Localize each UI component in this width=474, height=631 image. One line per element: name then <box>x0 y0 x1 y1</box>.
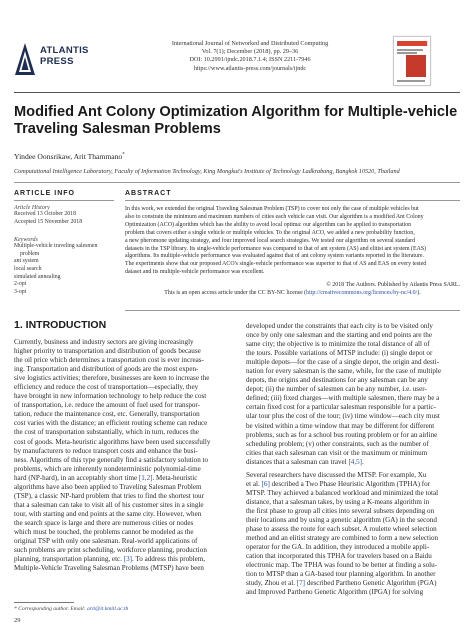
body-line <box>14 392 237 401</box>
body-line <box>246 561 469 570</box>
corresponding-author-marker: * <box>122 152 125 158</box>
body-line <box>246 471 469 480</box>
body-text: tour, with starting and end points at the same city. However, when <box>14 509 202 518</box>
body-line <box>14 419 237 428</box>
body-line <box>246 570 469 579</box>
body-text: original TSP with only one salesman. Real-world applications of <box>14 537 198 546</box>
body-text: which must be touched, the problems cannot be modeled as the <box>14 527 194 536</box>
body-line <box>14 438 237 447</box>
body-text: depot; (ii) the number of salesmen can be any number, i.e. user- <box>246 385 427 394</box>
body-line <box>246 349 469 358</box>
body-line <box>246 579 469 588</box>
body-line <box>14 474 237 483</box>
abstract-line: a new pheromone updating strategy, and four improved local search strategies. We tested our algorithm on several standard <box>125 237 416 244</box>
body-line <box>14 537 237 546</box>
journal-doi[interactable]: DOI: 10.2991/ijndc.2018.7.1.4; ISSN 2211-7946 <box>189 56 311 64</box>
abstract-line: In this work, we extended the original Traveling Salesman Problem (TSP) to cover not only the case of multiple vehicles but <box>125 206 419 212</box>
body-text: such problems are print scheduling, workforce planning, production <box>14 546 207 555</box>
citation-link[interactable]: [1,2] <box>138 473 153 482</box>
body-text: developed under the constraints that each city is to be visited only <box>246 322 433 330</box>
title-line: Modified Ant Colony Optimization Algorithm for Multiple-vehicle <box>14 104 458 120</box>
body-text: cation that incorporated this TPHA for travelers based on a Baidu <box>246 552 432 561</box>
citation-link[interactable]: [6] <box>261 479 270 488</box>
body-line <box>246 498 469 507</box>
body-line <box>14 338 237 347</box>
keyword: Multiple-vehicle traveling salesmen <box>14 243 98 250</box>
body-text: ular tour plus the cost of the tour; (iv) time window—each city must <box>246 412 440 421</box>
author-list <box>14 152 125 161</box>
body-line <box>246 412 469 421</box>
publisher-name-line: PRESS <box>40 56 74 67</box>
body-line <box>14 510 237 519</box>
publisher-name <box>40 45 89 67</box>
body-text: the cost of transportation substantially, which in turn, reduces the <box>14 428 199 437</box>
body-column-right <box>246 322 469 597</box>
abstract-line: datasets in the TSP library. Its single-vehicle performance was compared to that of ant system (AS) and elitist ant system (EAS) <box>125 245 427 252</box>
abstract-bottom-divider <box>125 310 460 311</box>
license-notice <box>125 290 460 298</box>
body-text: cost varies with the distance; an efficient routing scheme can reduce <box>14 419 208 428</box>
body-line <box>246 480 469 489</box>
body-line <box>246 458 469 467</box>
abstract-heading: ABSTRACT <box>125 190 172 197</box>
body-text: problems, such as for a school bus routing problem or for an airline <box>246 430 438 439</box>
body-line <box>14 564 237 573</box>
body-line <box>14 519 237 528</box>
keyword: 3-opt <box>14 288 27 295</box>
body-line <box>246 358 469 367</box>
journal-info <box>140 40 360 73</box>
body-text: planning, transportation planning, etc. <box>14 555 124 564</box>
body-text: be visited within a time window that may be different for different <box>246 421 435 430</box>
keyword: problem <box>20 250 40 257</box>
journal-url[interactable]: https://www.atlantis-press.com/journals/ijndc <box>193 64 307 72</box>
body-text: scheduling problem; (v) other constraints, such as the number of <box>246 439 429 448</box>
body-line <box>246 376 469 385</box>
keyword: 2-opt <box>14 281 27 288</box>
publisher-logo <box>14 40 134 80</box>
body-text: their locations and by using a genetic algorithm (GA) in the second <box>246 515 437 524</box>
body-line <box>246 422 469 431</box>
keywords-label: Keywords <box>14 237 38 244</box>
body-text: sive logistics activities; therefore, businesses are keen to increase the <box>14 374 210 383</box>
body-line <box>14 374 237 383</box>
body-text: described a Two Phase Heuristic Algorithm (TPHA) for <box>269 479 430 488</box>
body-text: same city; the objective is to minimize the total distance of all of <box>246 340 430 349</box>
body-line <box>246 507 469 516</box>
body-text: the first phase to group all cities into several subsets depending on <box>246 506 435 515</box>
author-names: Yindee Oonsrikaw, Arit Thammano <box>14 152 123 161</box>
body-text: . Meta-heuristic <box>152 473 198 482</box>
body-text: higher priority to transportation and distribution of goods because <box>14 347 201 356</box>
body-line <box>246 552 469 561</box>
body-line <box>246 516 469 525</box>
footnote-divider <box>14 602 74 603</box>
author-affiliation: Computational Intelligence Laboratory, Faculty of Information Technology, King Mongkut's Institute of Technology Ladkrabang, Bangkok 10520, Thailand <box>14 168 400 175</box>
body-text: by manufacturers to reduce transport costs and enhance the busi- <box>14 446 198 455</box>
body-text: of transportation, i.e. reduce the amount of fuel used for transpor- <box>14 401 201 410</box>
body-text: ing. Transportation and distribution of goods are the most expen- <box>14 365 199 374</box>
body-text: tion to MTSP than a GA-based tour planning algorithm. In another <box>246 570 436 579</box>
body-text: the search space is large and there are numerous cities or nodes <box>14 518 194 527</box>
body-text: defined; (iii) fixed charges—with multiple salesmen, there may be a <box>246 394 440 403</box>
body-line <box>14 356 237 365</box>
body-line <box>14 528 237 537</box>
body-line <box>246 367 469 376</box>
article-title <box>14 104 460 138</box>
body-text: et al. <box>246 479 262 488</box>
body-text: and Improved Partheno Genetic Algorithm (IPGA) for solving <box>246 588 424 597</box>
received-date: Received 13 October 2018 <box>14 211 76 217</box>
body-line <box>14 483 237 492</box>
body-text: algorithms have also been applied to Traveling Salesman Problem <box>14 482 202 491</box>
journal-name: International Journal of Networked and Distributed Computing <box>171 40 329 47</box>
corresponding-author-footnote <box>14 606 128 612</box>
keyword-list <box>14 243 114 296</box>
body-text: phase to assess the route for each subset. A roulette wheel selection <box>246 525 437 534</box>
body-line <box>14 347 237 356</box>
author-email-link[interactable]: arit@it.kmitl.ac.th <box>87 606 129 612</box>
abstract-line: also to constrain the minimum and maximum numbers of cities each vehicle can visit. Our algorithm is a modified Ant Colony <box>125 213 424 220</box>
journal-volume: Vol. 7(1); December (2018), pp. 29–36 <box>201 48 299 56</box>
body-paragraph <box>246 322 469 467</box>
body-text: efficiency and reduce the cost of transportation—especially, they <box>14 383 199 392</box>
abstract-line: Optimization (ACO) algorithm which has the ability to avoid local optima: our algorithm can be applied to transportation <box>125 221 412 228</box>
body-text: operator for the GA. In addition, they introduced a mobile appli- <box>246 543 430 552</box>
page-number: 29 <box>14 617 21 624</box>
body-line <box>14 447 237 456</box>
body-line <box>246 394 469 403</box>
abstract-line: dataset and its multiple-vehicle performance was excellent. <box>125 269 265 276</box>
article-history-label: Article History <box>14 205 50 211</box>
body-line <box>246 543 469 552</box>
body-line <box>14 401 237 410</box>
body-text: ness. Algorithms of this type generally find a satisfactory solution to <box>14 455 209 464</box>
title-line: Traveling Salesman Problems <box>14 121 221 137</box>
body-text: have brought in new information technology to help reduce the cost <box>14 392 207 401</box>
body-text: hard (NP-hard), in an acceptably short time <box>14 473 139 482</box>
body-line <box>14 428 237 437</box>
body-line <box>246 403 469 412</box>
body-text: cost of goods. Meta-heuristic algorithms have been used successfully <box>14 437 211 446</box>
title-divider <box>14 182 460 183</box>
license-text-end: ). <box>417 290 421 297</box>
body-column-left <box>14 338 237 573</box>
body-line <box>14 365 237 374</box>
license-link[interactable]: http://creativecommons.org/licences/by-nc/4.0/ <box>306 290 418 297</box>
body-paragraph <box>14 338 237 573</box>
article-info-divider <box>14 200 114 201</box>
publisher-name-line: ATLANTIS <box>40 45 89 56</box>
body-text: Multiple-Vehicle Traveling Salesman Problems (MTSP) have been <box>14 564 204 573</box>
license-text: This is an open access article under the CC BY-NC license ( <box>164 290 307 297</box>
body-text: the tours. Possible variations of MTSP include: (i) single depot or <box>246 349 433 358</box>
body-text: problems, which are inherently nondeterministic polynomial-time <box>14 464 201 473</box>
abstract-divider <box>125 200 460 201</box>
body-line <box>14 501 237 510</box>
keyword: local search <box>14 265 42 272</box>
copyright-notice: © 2018 The Authors. Published by Atlantis Press SARL. <box>326 282 460 289</box>
abstract-line: problem that covers either a single vehicle or multiple vehicles. To the original ACO, we added a new probability function, <box>125 229 415 236</box>
body-text: electronic map. The TPHA was found to be better at finding a solu- <box>246 561 438 570</box>
section-heading-introduction: 1. INTRODUCTION <box>14 319 107 331</box>
footnote-marker: * <box>14 606 17 612</box>
footnote-label: Corresponding author. Email: <box>18 606 87 612</box>
article-info-heading: ARTICLE INFO <box>14 190 75 197</box>
body-line <box>14 410 237 419</box>
citation-link[interactable]: [4,5] <box>348 457 363 466</box>
atlantis-logo-icon <box>14 42 36 76</box>
body-text: the oil price which determines a transportation cost is ever increas- <box>14 356 204 365</box>
body-line <box>14 492 237 501</box>
body-text: once by only one salesman and the starting and end points are the <box>246 331 432 340</box>
body-text: depots, the origins and destinations for any salesman can be any <box>246 376 428 385</box>
body-line <box>246 534 469 543</box>
body-text: nation for every salesman is the same, while, for the case of multiple <box>246 367 442 376</box>
body-line <box>246 489 469 498</box>
body-text: (TSP), a classic NP-hard problem that tries to find the shortest tour <box>14 491 204 500</box>
body-line <box>246 525 469 534</box>
body-text: Currently, business and industry sectors are giving increasingly <box>14 338 194 346</box>
abstract-line: algorithms. Its multiple-vehicle performance was evaluated against that of ant colony system variants reported in the literature. <box>125 253 425 260</box>
article-info-panel <box>14 190 114 296</box>
body-line <box>246 322 469 331</box>
abstract-section <box>125 190 460 298</box>
body-line <box>246 431 469 440</box>
body-paragraph <box>246 471 469 598</box>
header-divider <box>14 92 460 93</box>
keyword: simulated annealing <box>14 273 61 280</box>
body-line <box>14 546 237 555</box>
body-line <box>246 588 469 597</box>
body-line <box>246 385 469 394</box>
body-text: study, Zhou et al. <box>246 579 297 588</box>
body-text: described Partheno Genetic Algorithm (PGA) <box>305 579 437 588</box>
citation-link[interactable]: [7] <box>296 579 306 588</box>
body-text: multiple depots—for the case of a single depot, the origin and desti- <box>246 358 440 367</box>
body-line <box>246 440 469 449</box>
body-line <box>14 456 237 465</box>
body-line <box>246 449 469 458</box>
journal-cover-thumbnail <box>393 36 431 86</box>
body-line <box>246 331 469 340</box>
abstract-line: The experiments show that our proposed ACO's single-vehicle performance was superior to that of AS and EAS on every tested <box>125 261 427 268</box>
body-text: cities that each salesman can visit or the maximum or minimum <box>246 448 428 457</box>
body-line <box>14 465 237 474</box>
body-text: MTSP. They achieved a balanced workload and minimized the total <box>246 488 439 497</box>
abstract-text <box>125 206 460 277</box>
accepted-date: Accepted 15 November 2018 <box>14 218 83 225</box>
keyword: ant system <box>14 258 39 265</box>
body-text: certain fixed cost for a particular salesman responsible for a partic- <box>246 403 436 412</box>
body-line <box>14 555 237 564</box>
body-text: Several researchers have discussed the MTSP. For example, Xu <box>246 470 427 479</box>
body-text: distance, that a salesman takes, by using a K-means algorithm in <box>246 497 430 506</box>
citation-link[interactable]: [3] <box>123 555 133 564</box>
body-text: method and an elitist strategy are combined to form a new selection <box>246 534 439 543</box>
body-text: distances that a salesman can travel <box>246 457 349 466</box>
body-line <box>246 340 469 349</box>
body-line <box>14 383 237 392</box>
body-text: . To address this problem, <box>132 555 206 564</box>
body-text: . <box>362 457 364 466</box>
body-text: that a salesman can take to visit all of his customer sites in a single <box>14 500 204 509</box>
body-text: tation, reduce the maintenance cost, etc. Generally, transportation <box>14 410 200 419</box>
